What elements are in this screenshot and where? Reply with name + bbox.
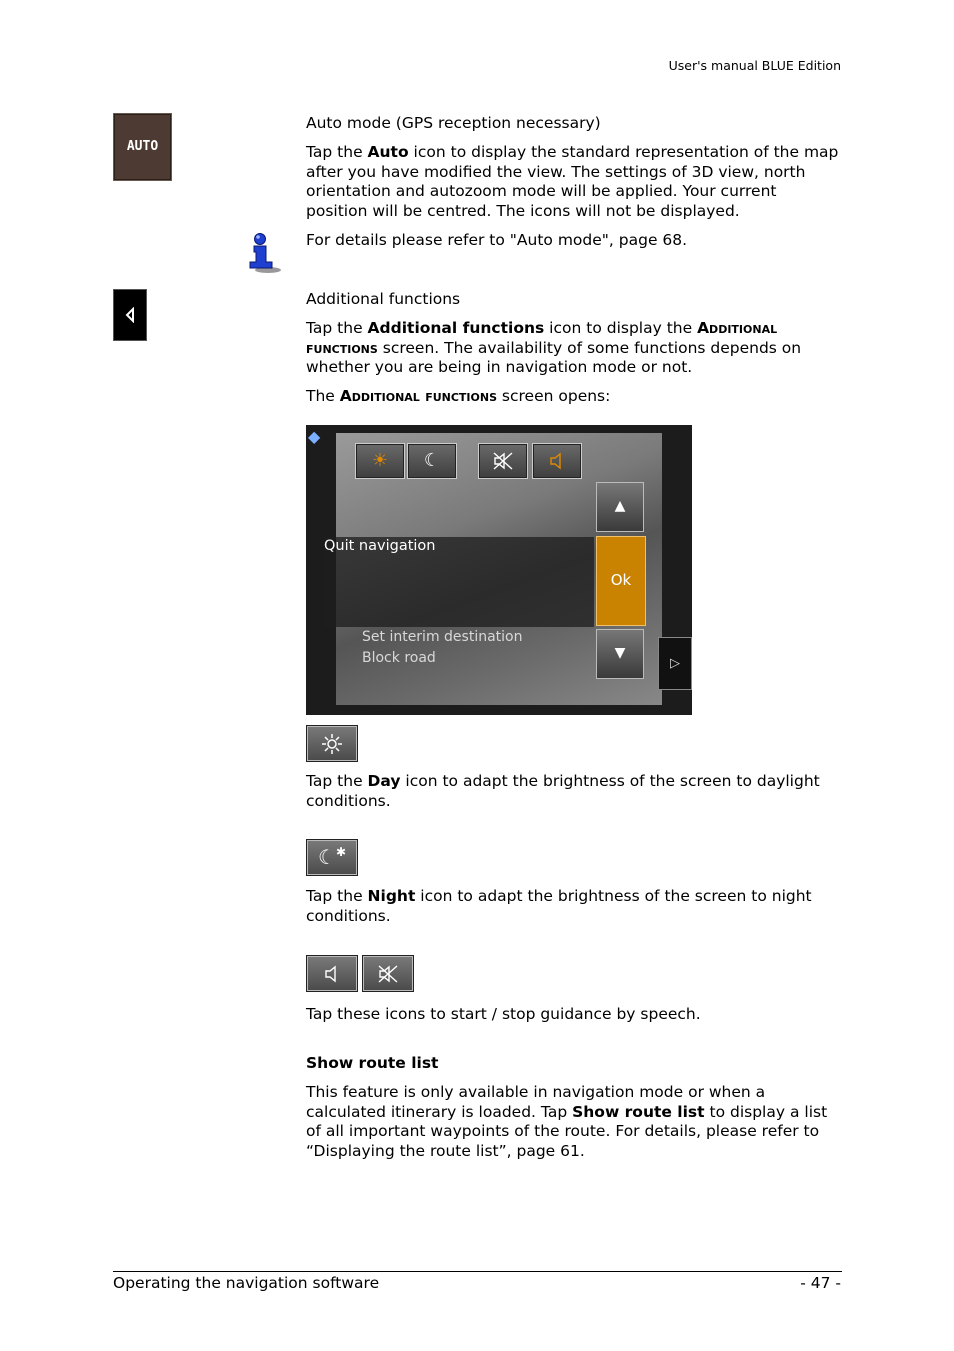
route-paragraph: This feature is only available in navigation mode or when a calculated itinerary is loaded. Tap Show route list to display a list of all important waypoints of the route. For details, please refer to “Displaying the route list”, page 61. (306, 1083, 828, 1160)
speech-paragraph: Tap these icons to start / stop guidance by speech. (306, 1005, 701, 1023)
page-number: - 47 - (800, 1274, 841, 1292)
additional-heading: Additional functions (306, 290, 461, 308)
night-paragraph: Tap the Night icon to adapt the brightness of the screen to night conditions. (306, 887, 812, 925)
auto-mode-icon: AUTO (113, 113, 172, 181)
auto-note: For details please refer to "Auto mode", page 68. (306, 231, 688, 249)
menu-item-set-interim-destination[interactable]: Set interim destination (362, 629, 523, 645)
additional-functions-icon (113, 289, 147, 341)
scroll-down-button[interactable]: ▼ (596, 629, 644, 679)
footer-divider (113, 1271, 842, 1272)
scroll-up-button[interactable]: ▲ (596, 482, 644, 532)
route-heading: Show route list (306, 1054, 439, 1072)
header-title: User's manual BLUE Edition (668, 58, 841, 73)
footer-section-title: Operating the navigation software (113, 1274, 380, 1292)
speaker-button[interactable] (532, 443, 582, 479)
screen-opens-text: The Additional functions screen opens: (306, 387, 611, 405)
day-button[interactable]: ☀ (355, 443, 405, 479)
night-icon: ☾ ✱ (306, 839, 358, 876)
mute-icon (362, 955, 414, 992)
additional-paragraph: Tap the Additional functions icon to display the Additional functions screen. The availability of some functions depends on whether you are being in navigation mode or not. (306, 319, 802, 376)
double-arrow-icon: ◆ (308, 427, 321, 446)
speaker-icon (306, 955, 358, 992)
mute-button[interactable] (478, 443, 528, 479)
auto-paragraph: Tap the Auto icon to display the standard representation of the map after you have modified the view. The settings of 3D view, north orientation and autozoom mode will be applied. Your current position will be centred. The icons will not be displayed. (306, 143, 839, 220)
menu-item-block-road[interactable]: Block road (362, 650, 436, 666)
menu-item-quit-navigation[interactable]: Quit navigation (324, 538, 436, 554)
day-icon (306, 725, 358, 762)
auto-heading: Auto mode (GPS reception necessary) (306, 114, 601, 132)
next-page-button[interactable]: ▷ (658, 637, 692, 690)
day-paragraph: Tap the Day icon to adapt the brightness of the screen to daylight conditions. (306, 772, 820, 810)
info-figure-icon (244, 232, 284, 274)
night-button[interactable]: ☾ (407, 443, 457, 479)
additional-functions-screenshot (306, 425, 692, 715)
ok-button[interactable]: Ok (596, 536, 646, 626)
